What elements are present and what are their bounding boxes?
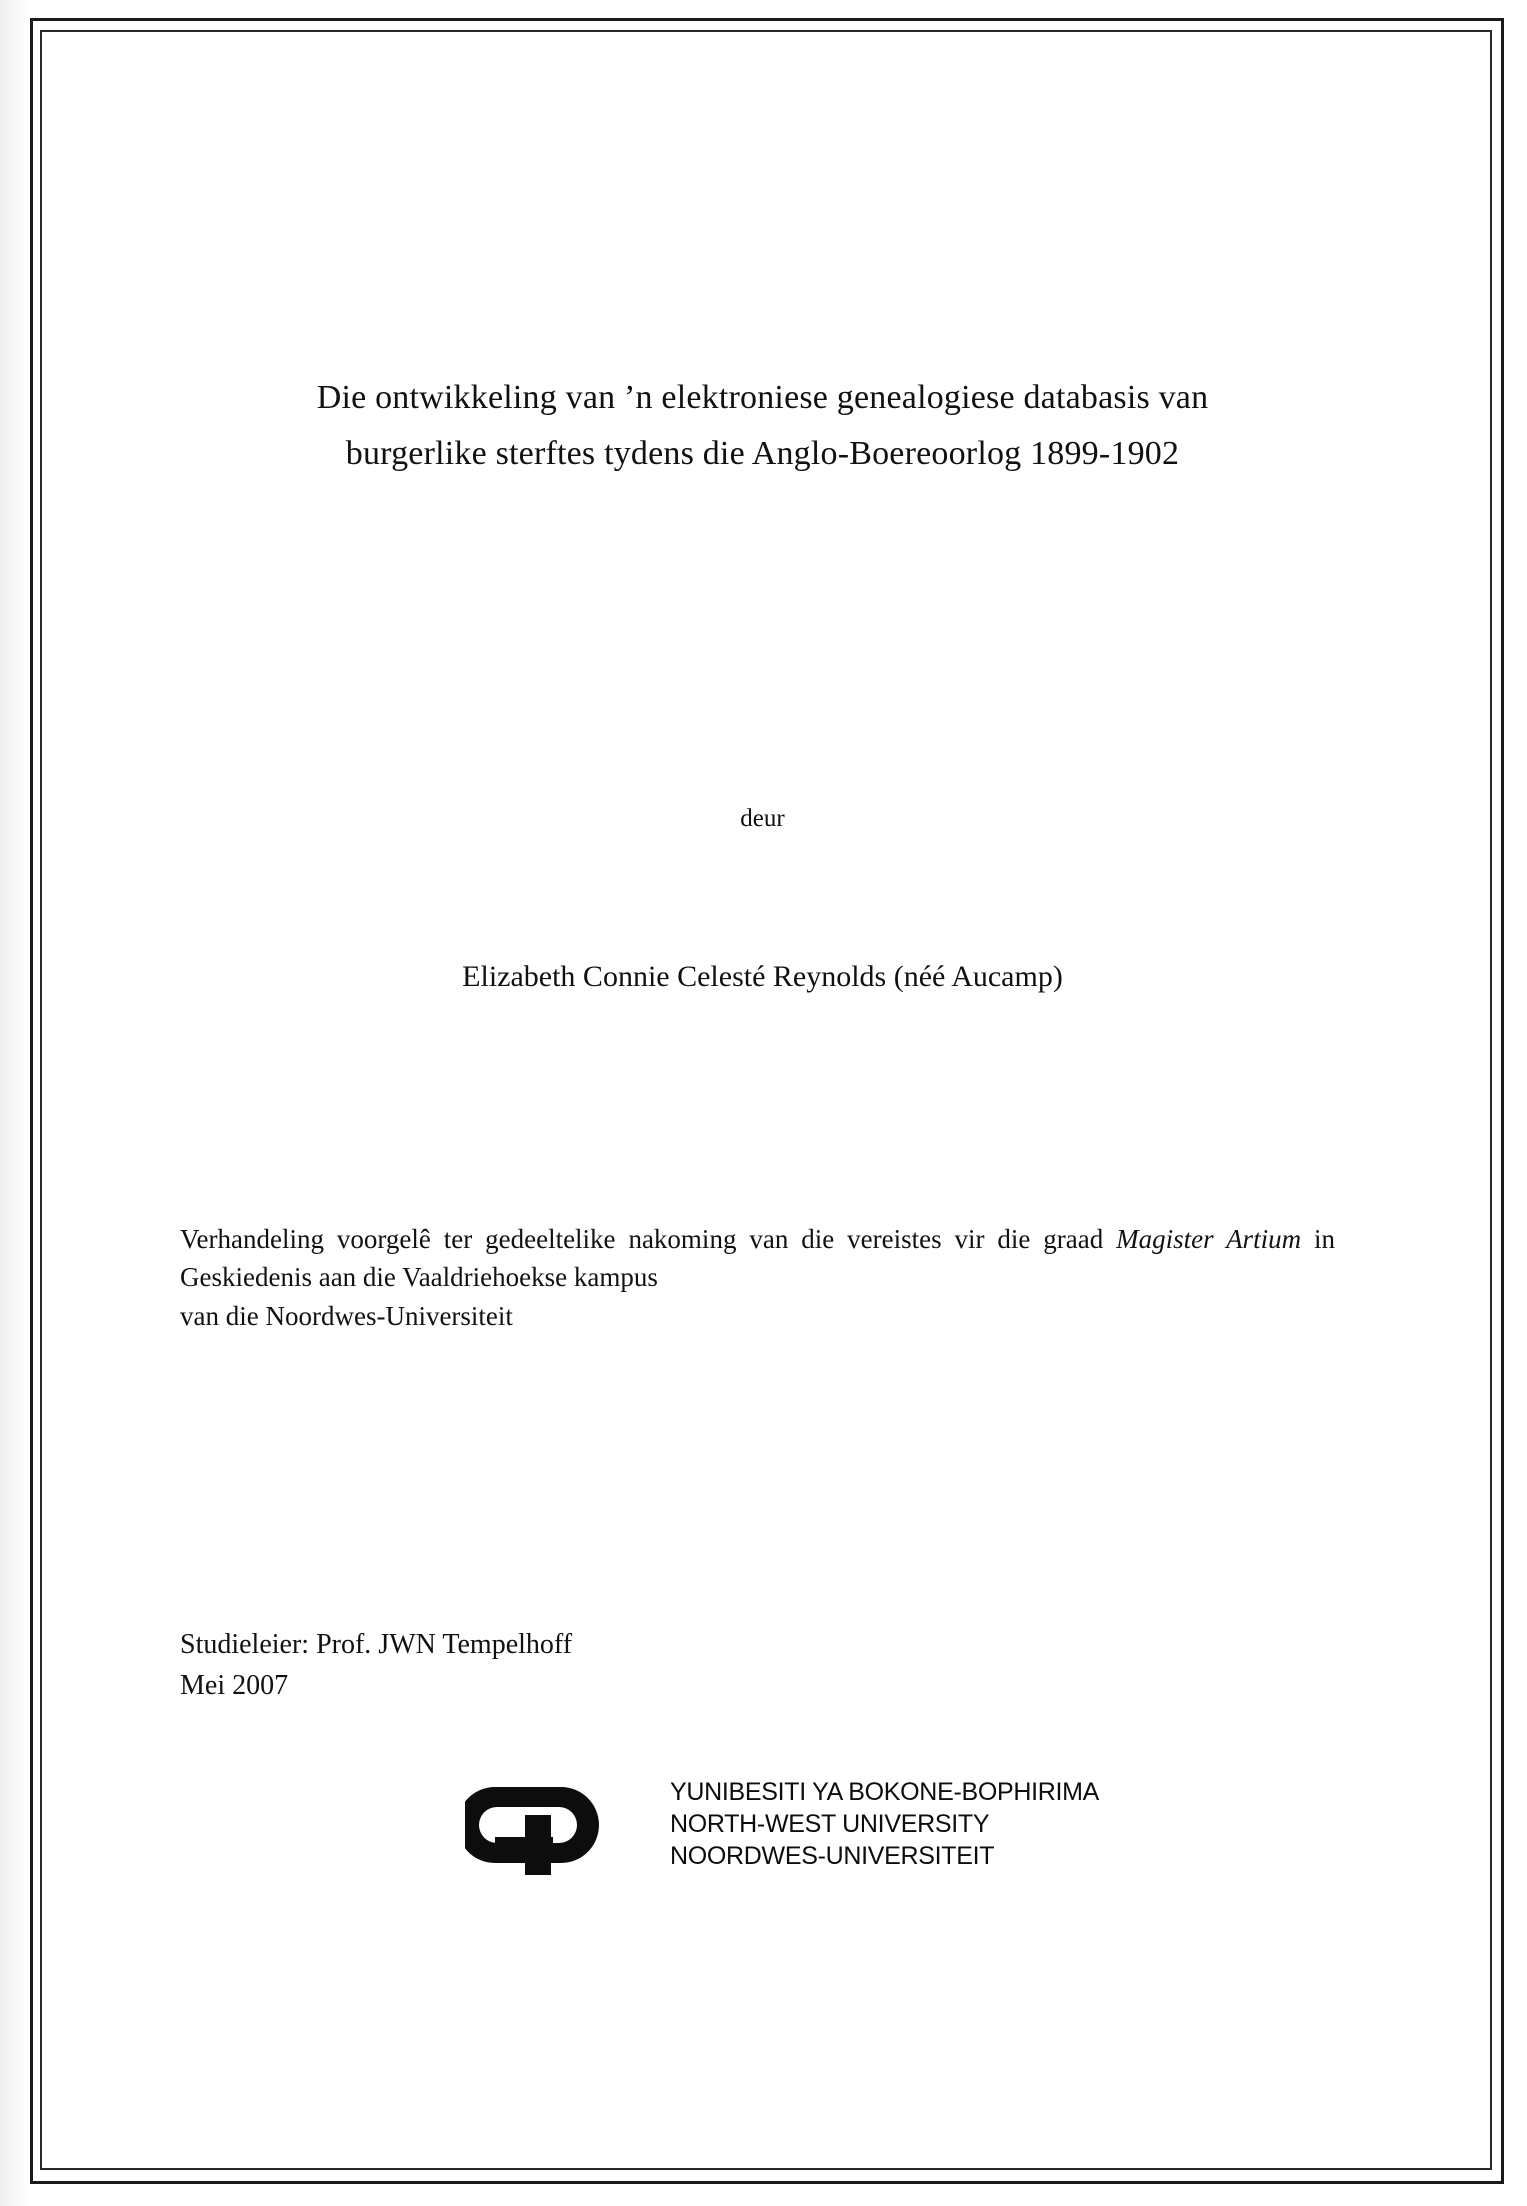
date-line: Mei 2007	[180, 1669, 289, 1701]
title-page-content	[180, 0, 1345, 2206]
logo-line-setswana: YUNIBESITI YA BOKONE-BOPHIRIMA	[670, 1778, 1100, 1806]
scan-gutter-shading	[0, 0, 30, 2206]
by-label: deur	[740, 805, 785, 832]
degree-statement-line3: van die Noordwes-Universiteit	[180, 1300, 513, 1331]
degree-name: Magister Artium	[1116, 1224, 1302, 1254]
degree-statement-part2: in Geskiedenis aan die Vaaldriehoekse kampus	[180, 1224, 1335, 1293]
north-west-university-logo-icon	[465, 1779, 660, 1889]
logo-line-english: NORTH-WEST UNIVERSITY	[670, 1809, 990, 1838]
supervisor-block	[180, 1625, 1345, 1706]
degree-statement-paragraph	[180, 1220, 1335, 1297]
degree-statement-part1: Verhandeling voorgelê ter gedeeltelike nakoming van die vereistes vir die graad	[180, 1224, 1117, 1254]
page-title	[180, 370, 1345, 482]
degree-statement	[180, 1220, 1335, 1335]
author-name: Elizabeth Connie Celesté Reynolds (néé Aucamp)	[462, 960, 1063, 993]
logo-line-afrikaans: NOORDWES-UNIVERSITEIT	[670, 1841, 995, 1870]
university-logo-text	[670, 1777, 1099, 1872]
supervisor-line: Studieleier: Prof. JWN Tempelhoff	[180, 1629, 573, 1660]
university-logo	[465, 1775, 1225, 1905]
title-line-1: Die ontwikkeling van ’n elektroniese genealogiese databasis van	[316, 379, 1209, 416]
title-line-2: burgerlike sterftes tydens die Anglo-Boereoorlog 1899-1902	[345, 435, 1180, 473]
